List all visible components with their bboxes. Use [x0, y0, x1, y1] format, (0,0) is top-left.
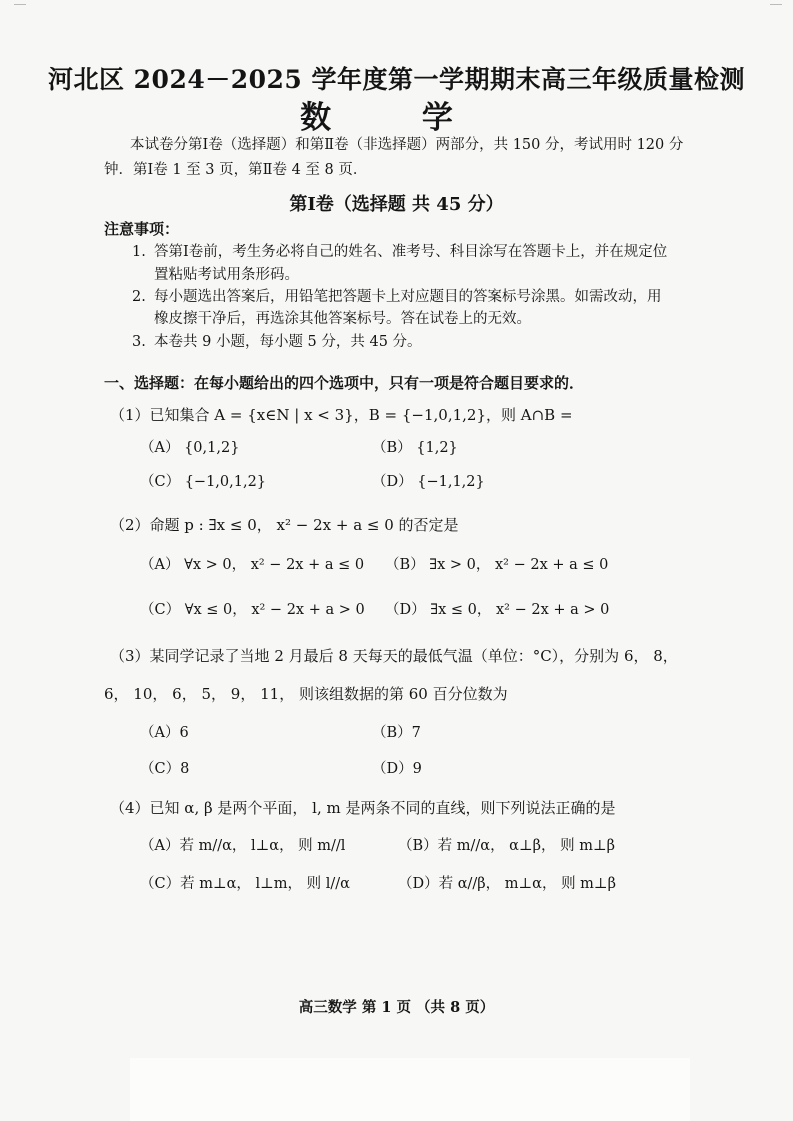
section-title: 第Ⅰ卷（选择题 共 45 分） — [289, 194, 504, 215]
question-1-option-d: （D） {−1,1,2} — [372, 474, 485, 490]
subject-text: 数 学 — [300, 100, 493, 136]
paper-edge-shadow — [130, 1058, 690, 1121]
exam-title: 河北区 2024－2025 学年度第一学期期末高三年级质量检测 — [47, 65, 746, 94]
subject-title — [0, 92, 793, 137]
note-text: 本卷共 9 小题，每小题 5 分，共 45 分。 — [154, 334, 422, 350]
note-number: 1. — [132, 244, 146, 260]
question-3-option-c: （C）8 — [140, 761, 190, 777]
part1-heading: 一、选择题：在每小题给出的四个选项中，只有一项是符合题目要求的． — [104, 374, 585, 392]
question-2-stem: （2）命题 p : ∃x ≤ 0， x² − 2x + a ≤ 0 的否定是 — [110, 516, 459, 534]
question-3-option-b: （B）7 — [372, 725, 421, 741]
notes-heading: 注意事项： — [104, 220, 180, 238]
intro-line-1: 本试卷分第Ⅰ卷（选择题）和第Ⅱ卷（非选择题）两部分，共 150 分，考试用时 120 分 — [130, 137, 684, 153]
question-2-option-d: （D） ∃x ≤ 0， x² − 2x + a > 0 — [385, 602, 610, 618]
question-2-option-c: （C） ∀x ≤ 0， x² − 2x + a > 0 — [140, 602, 365, 618]
question-4-option-d: （D）若 α//β， m⊥α， 则 m⊥β — [398, 876, 616, 892]
note-item-2 — [132, 285, 662, 306]
question-4-option-b: （B）若 m//α， α⊥β， 则 m⊥β — [398, 838, 615, 854]
question-4-option-c: （C）若 m⊥α， l⊥m， 则 l//α — [140, 876, 350, 892]
question-4-stem: （4）已知 α, β 是两个平面， l, m 是两条不同的直线，则下列说法正确的是 — [110, 799, 616, 817]
note-number: 2. — [132, 289, 146, 305]
question-3-stem: （3）某同学记录了当地 2 月最后 8 天每天的最低气温（单位：°C），分别为 6， 8， — [110, 647, 678, 665]
question-2-option-b: （B） ∃x > 0， x² − 2x + a ≤ 0 — [385, 557, 609, 573]
scan-corner-mark-left — [14, 4, 26, 5]
question-1-stem: （1）已知集合 A = {x∈N | x < 3}，B = {−1,0,1,2}，则 A∩B = — [110, 406, 573, 424]
page-footer: 高三数学 第 1 页 （共 8 页） — [298, 999, 495, 1016]
intro-line-2: 钟．第Ⅰ卷 1 至 3 页，第Ⅱ卷 4 至 8 页． — [104, 162, 368, 178]
question-3-stem-cont: 6， 10， 6， 5， 9， 11， 则该组数据的第 60 百分位数为 — [104, 685, 508, 703]
question-1-option-a: （A） {0,1,2} — [140, 440, 240, 456]
scan-corner-mark-right — [770, 4, 782, 5]
note-item-1-cont: 置粘贴考试用条形码。 — [154, 267, 299, 283]
question-4-option-a: （A）若 m//α， l⊥α， 则 m//l — [140, 838, 346, 854]
note-item-3 — [132, 330, 422, 351]
question-1-option-b: （B） {1,2} — [372, 440, 458, 456]
note-number: 3. — [132, 334, 146, 350]
question-2-option-a: （A） ∀x > 0， x² − 2x + a ≤ 0 — [140, 557, 365, 573]
note-text: 答第Ⅰ卷前，考生务必将自己的姓名、准考号、科目涂写在答题卡上，并在规定位 — [154, 244, 668, 260]
note-item-2-cont: 橡皮擦干净后，再选涂其他答案标号。答在试卷上的无效。 — [154, 311, 531, 327]
question-3-option-a: （A）6 — [140, 725, 189, 741]
note-item-1 — [132, 240, 667, 261]
note-text: 每小题选出答案后，用铅笔把答题卡上对应题目的答案标号涂黑。如需改动，用 — [154, 289, 662, 305]
question-1-option-c: （C） {−1,0,1,2} — [140, 474, 267, 490]
question-3-option-d: （D）9 — [372, 761, 422, 777]
